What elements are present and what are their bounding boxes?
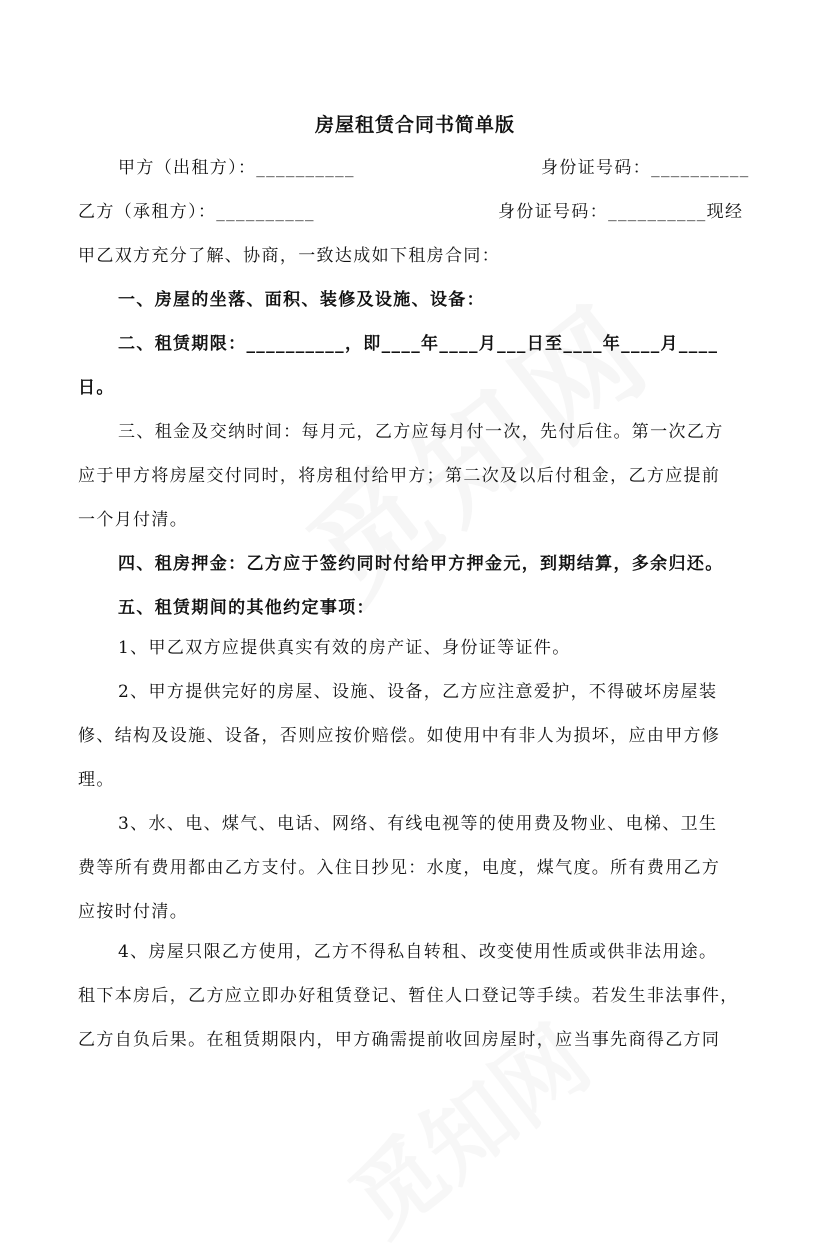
party-b-id: 身份证号码：__________现经 (498, 202, 744, 222)
item-3-line-2: 费等所有费用都由乙方支付。入住日抄见：水度，电度，煤气度。所有费用乙方 (78, 858, 721, 878)
party-b-label: 乙方（承租方）：__________ (78, 202, 315, 222)
item-3-line-1: 3、水、电、煤气、电话、网络、有线电视等的使用费及物业、电梯、卫生 (118, 814, 718, 834)
item-4-line-2: 租下本房后，乙方应立即办好租赁登记、暂住人口登记等手续。若发生非法事件， (78, 986, 739, 1006)
section-3-line-1: 三、租金及交纳时间：每月元，乙方应每月付一次，先付后住。第一次乙方 (118, 422, 724, 442)
section-2-line-1: 二、租赁期限：__________，即____年____月___日至____年____月____ (118, 334, 719, 354)
item-2-line-1: 2、甲方提供完好的房屋、设施、设备，乙方应注意爱护，不得破坏房屋装 (118, 682, 718, 702)
item-4-line-3: 乙方自负后果。在租赁期限内，甲方确需提前收回房屋时，应当事先商得乙方同 (78, 1030, 721, 1050)
item-2-line-2: 修、结构及设施、设备，否则应按价赔偿。如使用中有非人为损坏，应由甲方修 (78, 726, 721, 746)
item-2-line-3: 理。 (78, 770, 115, 790)
section-1-heading: 一、房屋的坐落、面积、装修及设施、设备： (118, 290, 485, 310)
intro-text: 甲乙双方充分了解、协商，一致达成如下租房合同： (78, 246, 501, 266)
party-a-label: 甲方（出租方）：__________ (118, 158, 355, 178)
item-4-line-1: 4、房屋只限乙方使用，乙方不得私自转租、改变使用性质或供非法用途。 (118, 942, 718, 962)
section-2-line-2: 日。 (78, 378, 115, 398)
section-5-heading: 五、租赁期间的其他约定事项： (118, 598, 375, 618)
item-1-text: 1、甲乙双方应提供真实有效的房产证、身份证等证件。 (118, 638, 571, 658)
section-4-text: 四、租房押金：乙方应于签约同时付给甲方押金元，到期结算，多余归还。 (118, 554, 724, 574)
section-3-line-3: 一个月付清。 (78, 510, 189, 530)
section-3-line-2: 应于甲方将房屋交付同时，将房租付给甲方；第二次及以后付租金，乙方应提前 (78, 466, 721, 486)
item-3-line-3: 应按时付清。 (78, 902, 189, 922)
document-title: 房屋租赁合同书简单版 (314, 114, 515, 136)
party-a-id: 身份证号码：__________ (541, 158, 750, 178)
watermark (268, 258, 681, 634)
